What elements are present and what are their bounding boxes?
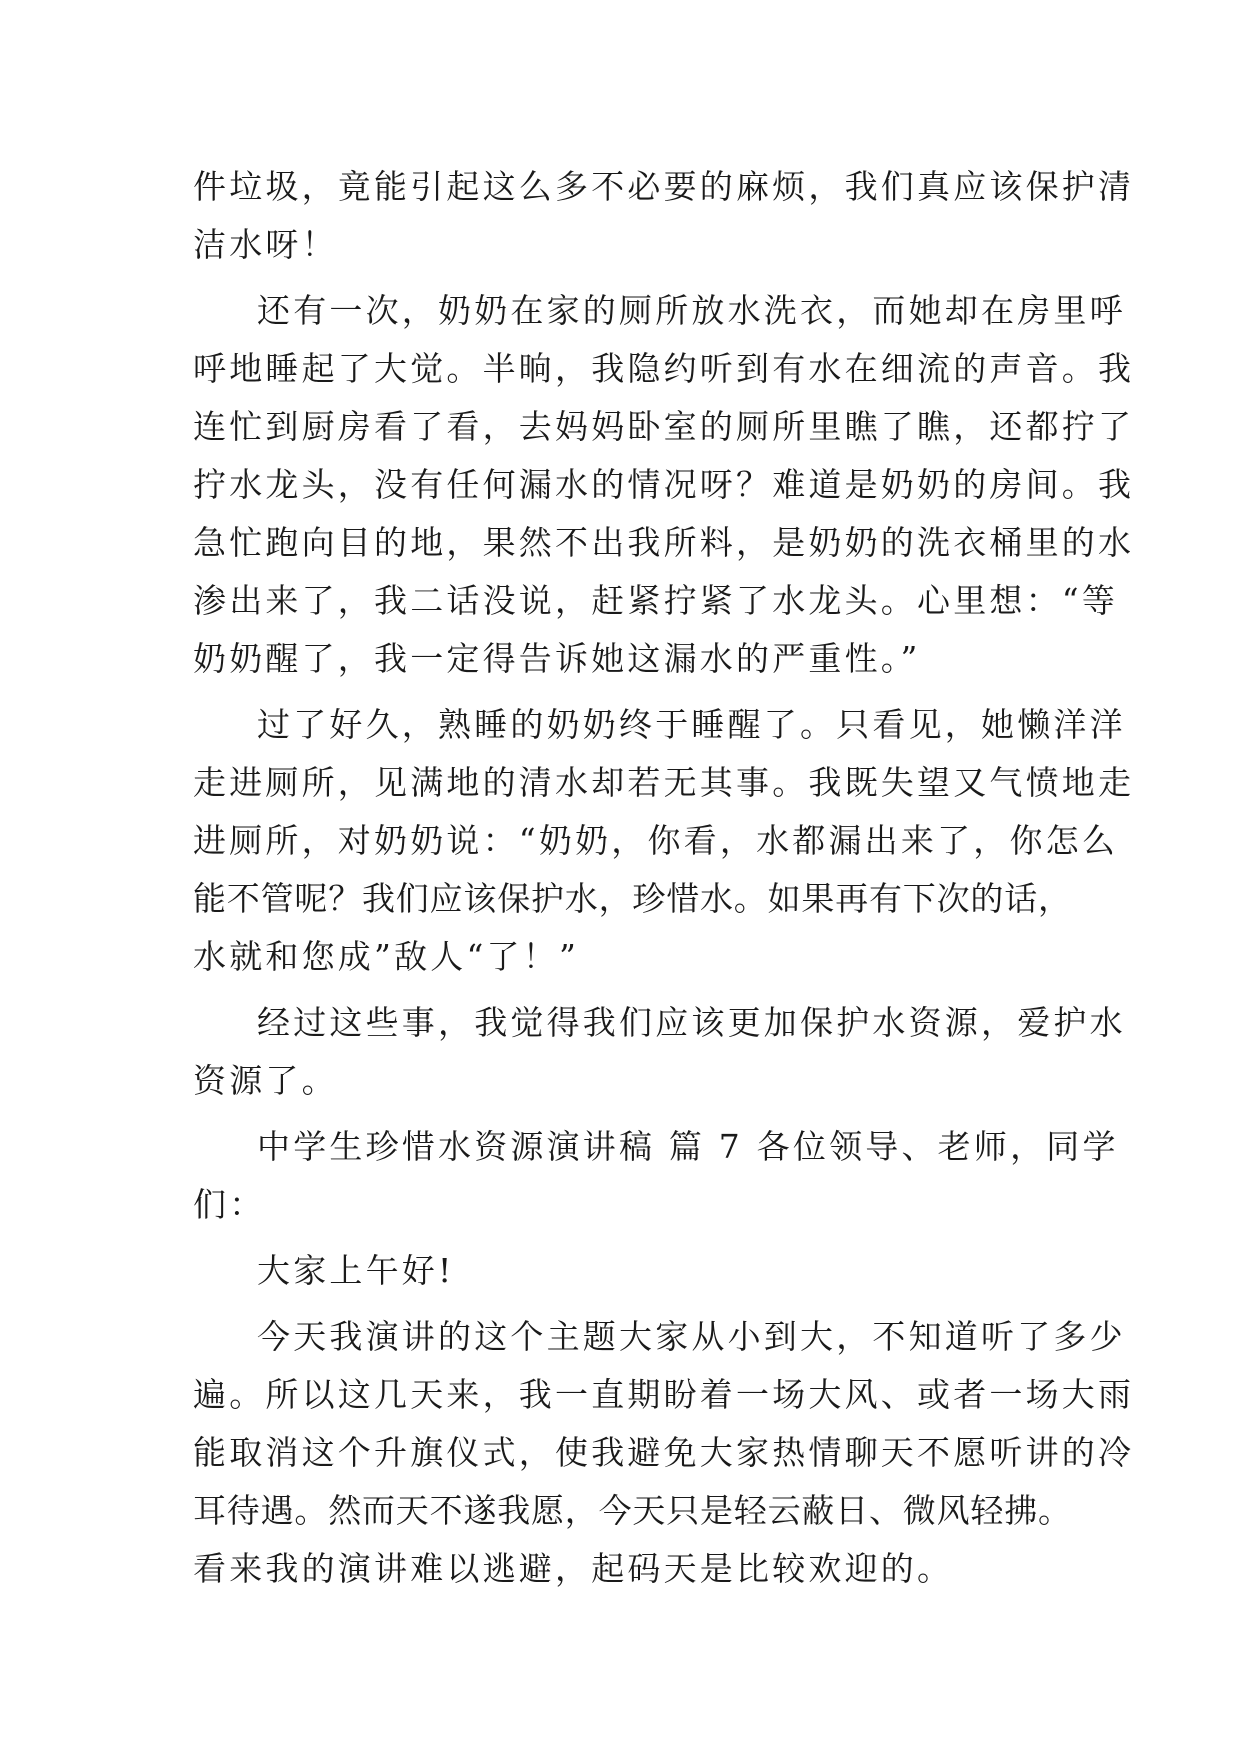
text-line: 水就和您成”敌人“了！” — [193, 937, 580, 976]
text-line: 走进厕所，见满地的清水却若无其事。我既失望又气愤地走 — [193, 763, 1135, 802]
text-line: 能不管呢？我们应该保护水，珍惜水。如果再有下次的话， — [193, 879, 1072, 918]
text-line: 洁水呀！ — [193, 225, 338, 264]
text-line: 还有一次，奶奶在家的厕所放水洗衣，而她却在房里呼 — [257, 291, 1126, 330]
text-line: 过了好久，熟睡的奶奶终于睡醒了。只看见，她懒洋洋 — [257, 705, 1126, 744]
text-line: 们： — [193, 1185, 266, 1224]
text-line: 奶奶醒了，我一定得告诉她这漏水的严重性。” — [193, 639, 921, 678]
text-line: 呼地睡起了大觉。半晌，我隐约听到有水在细流的声音。我 — [193, 349, 1135, 388]
text-line: 拧水龙头，没有任何漏水的情况呀？难道是奶奶的房间。我 — [193, 465, 1135, 504]
text-line: 渗出来了，我二话没说，赶紧拧紧了水龙头。心里想：“等 — [193, 581, 1119, 620]
text-line: 今天我演讲的这个主题大家从小到大，不知道听了多少 — [257, 1317, 1126, 1356]
text-line: 耳待遇。然而天不遂我愿，今天只是轻云蔽日、微风轻拂。 — [193, 1491, 1072, 1530]
greeting-line: 大家上午好! — [257, 1251, 455, 1290]
text-line: 经过这些事，我觉得我们应该更加保护水资源，爱护水 — [257, 1003, 1126, 1042]
text-line: 急忙跑向目的地，果然不出我所料，是奶奶的洗衣桶里的水 — [193, 523, 1135, 562]
text-line: 能取消这个升旗仪式，使我避免大家热情聊天不愿听讲的冷 — [193, 1433, 1135, 1472]
text-line: 件垃圾，竟能引起这么多不必要的麻烦，我们真应该保护清 — [193, 167, 1135, 206]
text-line: 连忙到厨房看了看，去妈妈卧室的厕所里瞧了瞧，还都拧了 — [193, 407, 1135, 446]
section-heading: 中学生珍惜水资源演讲稿 篇 7 各位领导、老师，同学 — [257, 1127, 1119, 1166]
text-line: 进厕所，对奶奶说：“奶奶，你看，水都漏出来了，你怎么 — [193, 821, 1119, 860]
text-line: 资源了。 — [193, 1061, 338, 1100]
document-body — [193, 158, 1135, 1598]
text-line: 遍。所以这几天来，我一直期盼着一场大风、或者一场大雨 — [193, 1375, 1135, 1414]
text-line: 看来我的演讲难以逃避，起码天是比较欢迎的。 — [193, 1549, 954, 1588]
